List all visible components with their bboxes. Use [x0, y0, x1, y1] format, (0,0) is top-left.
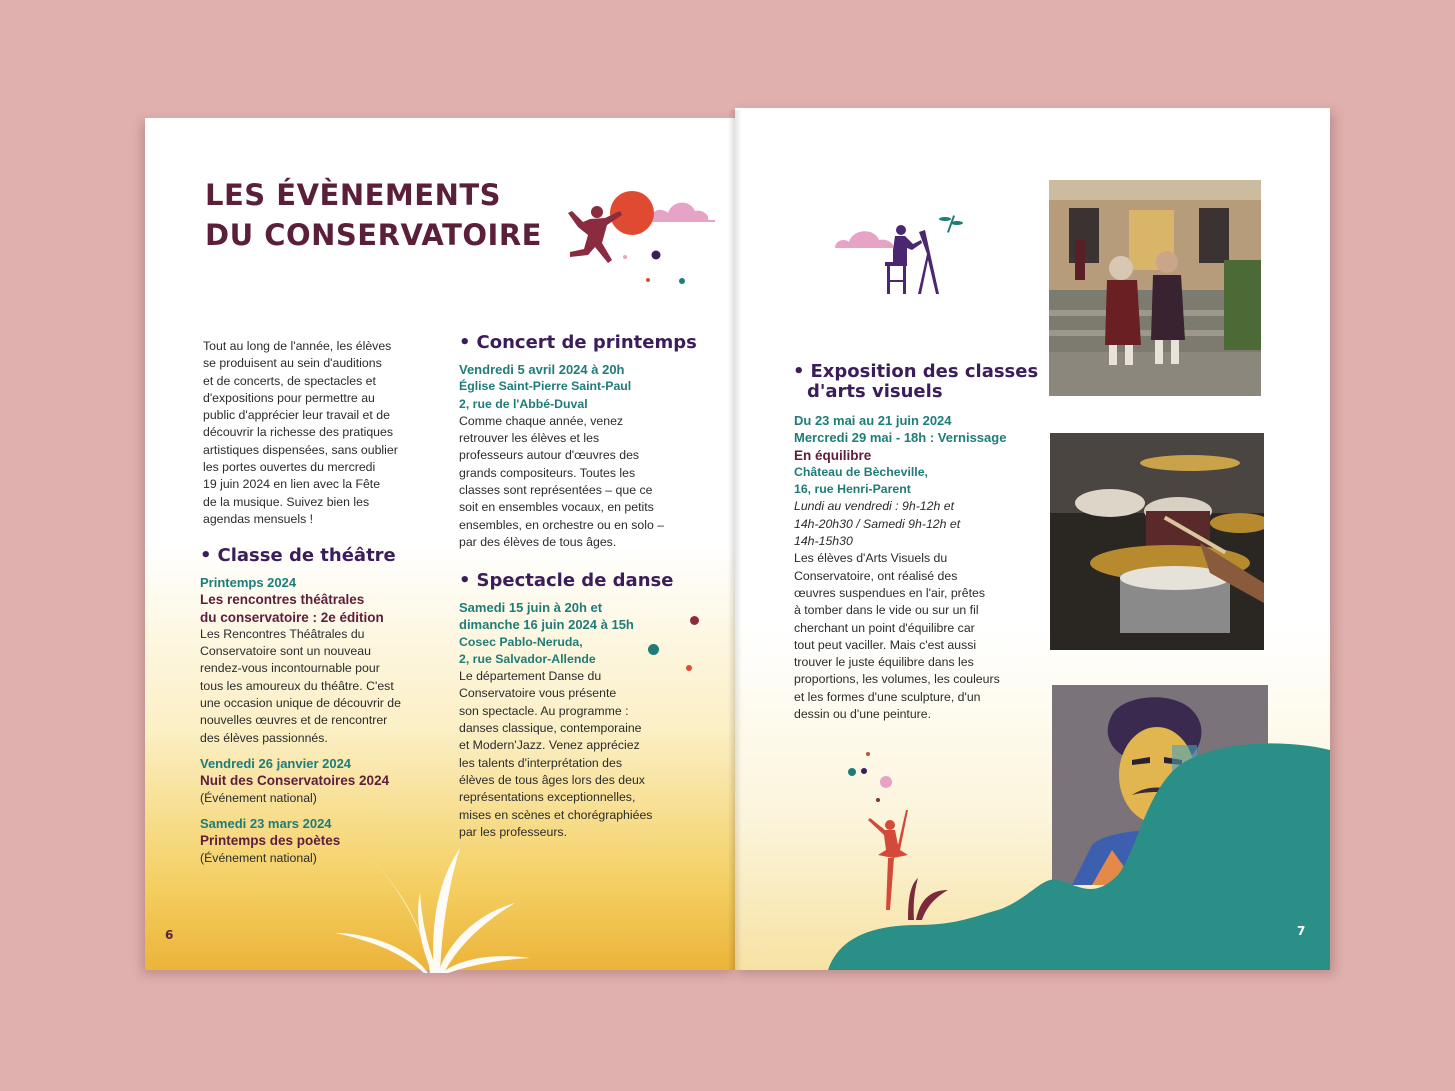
page-number-right: 7 — [1297, 924, 1306, 938]
photo-drum-kit — [1050, 433, 1264, 650]
event2-title: Nuit des Conservatoires 2024 — [200, 773, 390, 789]
concert-desc-line: soit en ensembles vocaux, en petits — [459, 500, 654, 515]
danse-heading — [459, 570, 673, 591]
printemps-poetes — [200, 815, 340, 867]
expo-desc-line: et les formes d'une sculpture, d'un — [794, 689, 981, 704]
concert-desc-line: professeurs autour d'œuvres des — [459, 448, 640, 463]
cloud-shape — [650, 203, 715, 222]
painter-illustration — [833, 210, 968, 300]
theatre-event-line-2: du conservatoire : 2e édition — [200, 609, 384, 625]
expo-place-line-2: 16, rue Henri-Parent — [794, 482, 911, 497]
expo-desc-line: œuvres suspendues en l'air, prêtes — [794, 585, 985, 600]
theatre-desc-line: tous les amoureux du théâtre. C'est — [200, 678, 394, 693]
expo-vernissage: Mercredi 29 mai - 18h : Vernissage — [794, 430, 1007, 446]
expo-heading — [793, 362, 1038, 402]
page-number-left: 6 — [165, 928, 174, 942]
intro-text — [203, 338, 398, 528]
event2-date: Vendredi 26 janvier 2024 — [200, 756, 352, 771]
spine-shadow — [728, 110, 742, 970]
expo-desc-line: proportions, les volumes, les couleurs — [794, 672, 1000, 687]
title-line-2: DU CONSERVATOIRE — [205, 218, 542, 252]
title-line-1: LES ÉVÈNEMENTS — [205, 178, 502, 212]
theatre-desc-line: Conservatoire sont un nouveau — [200, 644, 371, 659]
concert-section — [459, 361, 664, 551]
theatre-desc-line: Les Rencontres Théâtrales du — [200, 626, 365, 641]
page-title — [205, 175, 542, 255]
expo-desc-line: tout peut vaciller. Mais c'est aussi — [794, 637, 977, 652]
danse-desc-line: les talents d'interprétation des — [459, 755, 622, 770]
expo-hours-line: 14h-15h30 — [794, 534, 853, 549]
intro-line: et de concerts, de spectacles et — [203, 373, 376, 388]
dancer-illustration — [838, 750, 958, 920]
photo-theatre-performers — [1049, 180, 1261, 396]
nuit-conservatoires — [200, 755, 389, 807]
concert-desc-line: par des élèves de tous âges. — [459, 534, 617, 549]
danse-desc-line: par les professeurs. — [459, 824, 567, 839]
intro-line: Tout au long de l'année, les élèves — [203, 339, 392, 353]
concert-desc-line: ensembles, en orchestre ou en solo – — [459, 517, 665, 532]
concert-desc-line: classes sont représentées – que ce — [459, 483, 653, 498]
concert-heading — [459, 332, 697, 353]
danse-desc-line: Le département Danse du — [459, 669, 602, 684]
theatre-event-line-1: Les rencontres théâtrales — [200, 592, 365, 608]
theatre-section — [200, 574, 401, 747]
danse-desc-line: mises en scènes et chorégraphiées — [459, 807, 653, 822]
expo-hours-line: Lundi au vendredi : 9h-12h et — [794, 499, 954, 514]
expo-heading-line-2: d'arts visuels — [807, 381, 943, 402]
danse-desc-line: danses classique, contemporaine — [459, 721, 642, 736]
bullet-icon: • — [200, 545, 212, 566]
expo-subtitle: En équilibre — [794, 447, 872, 463]
danse-date-line-1: Samedi 15 juin à 20h et — [459, 600, 603, 615]
danse-desc-line: élèves de tous âges lors des deux — [459, 772, 645, 787]
concert-desc-line: grands compositeurs. Toutes les — [459, 465, 636, 480]
danse-desc-line: représentations exceptionnelles, — [459, 790, 636, 805]
concert-place-line-2: 2, rue de l'Abbé-Duval — [459, 396, 588, 411]
decor-dot — [686, 665, 692, 671]
bullet-icon: • — [793, 361, 805, 382]
danse-desc-line: son spectacle. Au programme : — [459, 703, 629, 718]
expo-desc-line: Conservatoire, ont réalisé des — [794, 568, 958, 583]
concert-desc-line: Comme chaque année, venez — [459, 413, 624, 428]
theatre-desc-line: une occasion unique de découvrir de — [200, 696, 401, 711]
intro-line: découvrir la richesse des pratiques — [203, 425, 394, 440]
bullet-icon: • — [459, 570, 471, 591]
intro-line: les portes ouvertes du mercredi — [203, 460, 376, 475]
danse-desc-line: et Modern'Jazz. Venez appréciez — [459, 738, 640, 753]
expo-desc-line: dessin ou d'une peinture. — [794, 707, 932, 722]
event3-date: Samedi 23 mars 2024 — [200, 816, 332, 831]
decor-dot — [690, 616, 699, 625]
intro-line: de la musique. Suivez bien les — [203, 494, 370, 509]
danse-section — [459, 599, 652, 841]
expo-desc-line: cherchant un point d'équilibre car — [794, 620, 975, 635]
theatre-desc-line: rendez-vous incontournable pour — [200, 661, 380, 676]
concert-place-line-1: Église Saint-Pierre Saint-Paul — [459, 379, 632, 394]
concert-date: Vendredi 5 avril 2024 à 20h — [459, 362, 625, 377]
intro-line: artistiques dispensées, sans oublier — [203, 442, 398, 457]
expo-desc-line: Les élèves d'Arts Visuels du — [794, 551, 948, 566]
danse-heading-text: Spectacle de danse — [476, 570, 674, 591]
intro-line: se produisent au sein d'auditions — [203, 356, 382, 371]
juggler-illustration — [550, 185, 720, 285]
danse-place-line-1: Cosec Pablo-Neruda, — [459, 634, 583, 649]
intro-line: 19 juin 2024 en lien avec la Fête — [203, 477, 381, 492]
cloud-shape — [835, 231, 893, 248]
event3-note: (Événement national) — [200, 850, 317, 865]
bullet-icon: • — [459, 332, 471, 353]
theatre-desc-line: des élèves passionnés. — [200, 730, 328, 745]
concert-desc-line: retrouver les élèves et les — [459, 431, 600, 446]
theatre-heading-text: Classe de théâtre — [217, 545, 396, 566]
intro-line: agendas mensuels ! — [203, 511, 314, 526]
concert-heading-text: Concert de printemps — [476, 332, 697, 353]
danse-place-line-2: 2, rue Salvador-Allende — [459, 651, 596, 666]
intro-line: d'expositions pour permettre au — [203, 390, 375, 405]
theatre-season: Printemps 2024 — [200, 575, 297, 590]
theatre-desc-line: nouvelles œuvres et de rencontrer — [200, 713, 388, 728]
expo-date: Du 23 mai au 21 juin 2024 — [794, 413, 952, 428]
expo-desc-line: à tomber dans le vide ou sur un fil — [794, 603, 979, 618]
danse-desc-line: Conservatoire vous présente — [459, 686, 617, 701]
decor-dot — [648, 644, 659, 655]
intro-line: public d'apprécier leur travail et de — [203, 408, 390, 423]
theatre-heading — [200, 545, 396, 566]
expo-desc-line: trouver le juste équilibre dans les — [794, 655, 974, 670]
expo-place-line-1: Château de Bècheville, — [794, 464, 928, 479]
danse-date-line-2: dimanche 16 juin 2024 à 15h — [459, 617, 634, 633]
expo-section — [794, 412, 1006, 723]
event2-note: (Événement national) — [200, 790, 317, 805]
expo-hours-line: 14h-20h30 / Samedi 9h-12h et — [794, 516, 961, 531]
palm-leaves-decoration — [330, 848, 530, 973]
expo-heading-line-1: Exposition des classes — [810, 361, 1039, 382]
event3-title: Printemps des poètes — [200, 833, 341, 849]
